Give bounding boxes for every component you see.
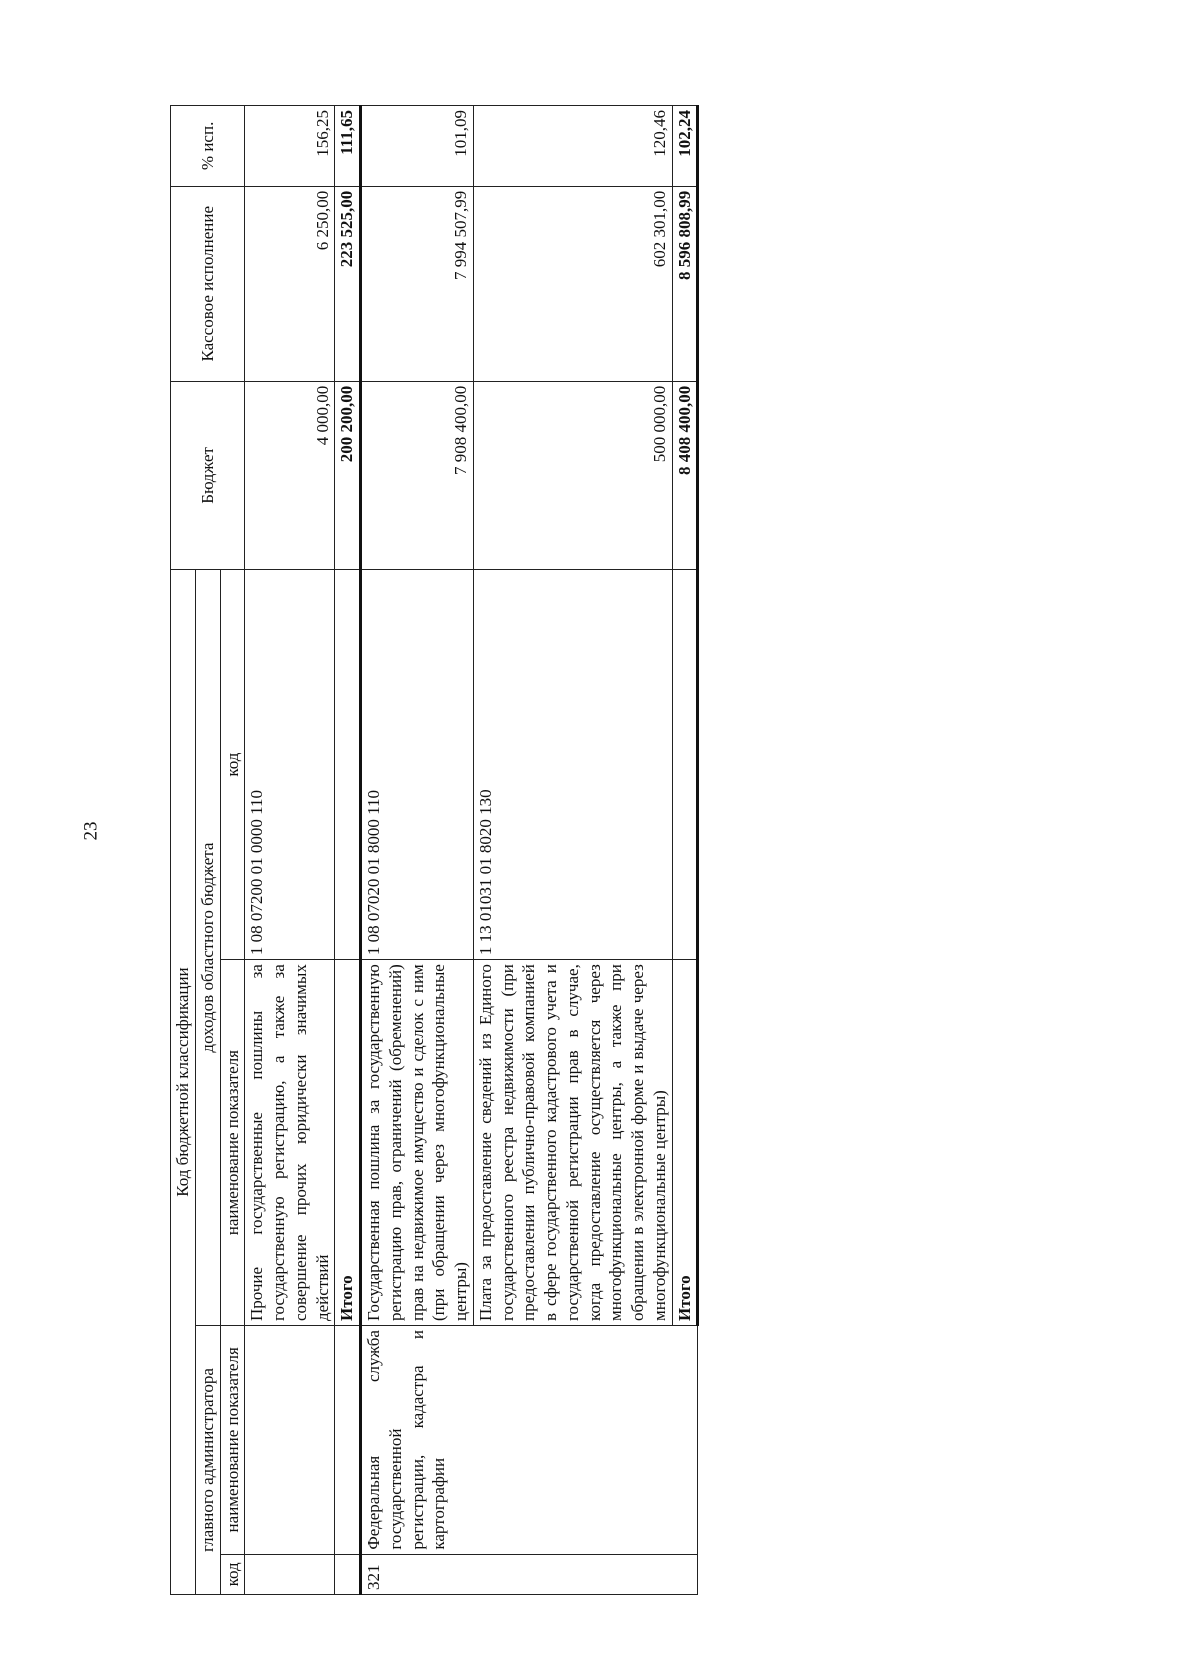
header-budget: Бюджет xyxy=(171,381,245,569)
total-label: Итого xyxy=(672,960,698,1326)
percent-value: 120,46 xyxy=(473,106,672,187)
percent-value: 102,24 xyxy=(672,106,698,187)
header-regional-income: доходов областного бюджета xyxy=(195,570,220,1326)
table-row xyxy=(245,106,335,1595)
admin-name: Федеральная служба государственной регистрации, кадастра и картографии xyxy=(361,1326,698,1555)
budget-table xyxy=(170,105,699,1595)
budget-table-rotated xyxy=(170,105,905,1595)
header-income-code: код xyxy=(220,570,245,960)
budget-value: 4 000,00 xyxy=(245,381,335,569)
header-admin-code: код xyxy=(220,1554,245,1594)
budget-value: 200 200,00 xyxy=(335,381,361,569)
income-name: Прочие государственные пошлины за государственную регистрацию, а также за совершение прочих юридически значимых действий xyxy=(245,960,335,1326)
cash-value: 223 525,00 xyxy=(335,186,361,381)
table-row xyxy=(361,106,474,1595)
header-cash: Кассовое исполнение xyxy=(171,186,245,381)
cash-value: 602 301,00 xyxy=(473,186,672,381)
budget-value: 7 908 400,00 xyxy=(361,381,474,569)
total-label: Итого xyxy=(335,960,361,1326)
header-admin-name: наименование показателя xyxy=(220,1326,245,1555)
percent-value: 101,09 xyxy=(361,106,474,187)
header-classification: Код бюджетной классификации xyxy=(171,570,196,1595)
income-name: Государственная пошлина за государственную регистрацию прав, ограничений (обременений) прав на недвижимое имущество и сделок с ним (при обращении через многофункциональные центры) xyxy=(361,960,474,1326)
income-code: 1 08 07200 01 0000 110 xyxy=(245,570,335,960)
header-percent: % исп. xyxy=(171,106,245,187)
table-row-total xyxy=(335,106,361,1595)
income-code: 1 08 07020 01 8000 110 xyxy=(361,570,474,960)
income-code: 1 13 01031 01 8020 130 xyxy=(473,570,672,960)
cash-value: 7 994 507,99 xyxy=(361,186,474,381)
budget-value: 500 000,00 xyxy=(473,381,672,569)
header-income-name: наименование показателя xyxy=(220,960,245,1326)
page-number: 23 xyxy=(80,821,102,841)
income-name: Плата за предоставление сведений из Единого государственного реестра недвижимости (при предоставлении публично-правовой компанией в сфере государственного кадастрового учета и государственной регистрации прав в случае, когда предоставление осуществляется через многофункциональные центры, а также при обращении в электронной форме и выдаче через многофункциональные центры) xyxy=(473,960,672,1326)
header-chief-admin: главного администратора xyxy=(195,1326,220,1595)
budget-value: 8 408 400,00 xyxy=(672,381,698,569)
percent-value: 111,65 xyxy=(335,106,361,187)
percent-value: 156,25 xyxy=(245,106,335,187)
admin-code: 321 xyxy=(361,1554,698,1594)
cash-value: 8 596 808,99 xyxy=(672,186,698,381)
cash-value: 6 250,00 xyxy=(245,186,335,381)
